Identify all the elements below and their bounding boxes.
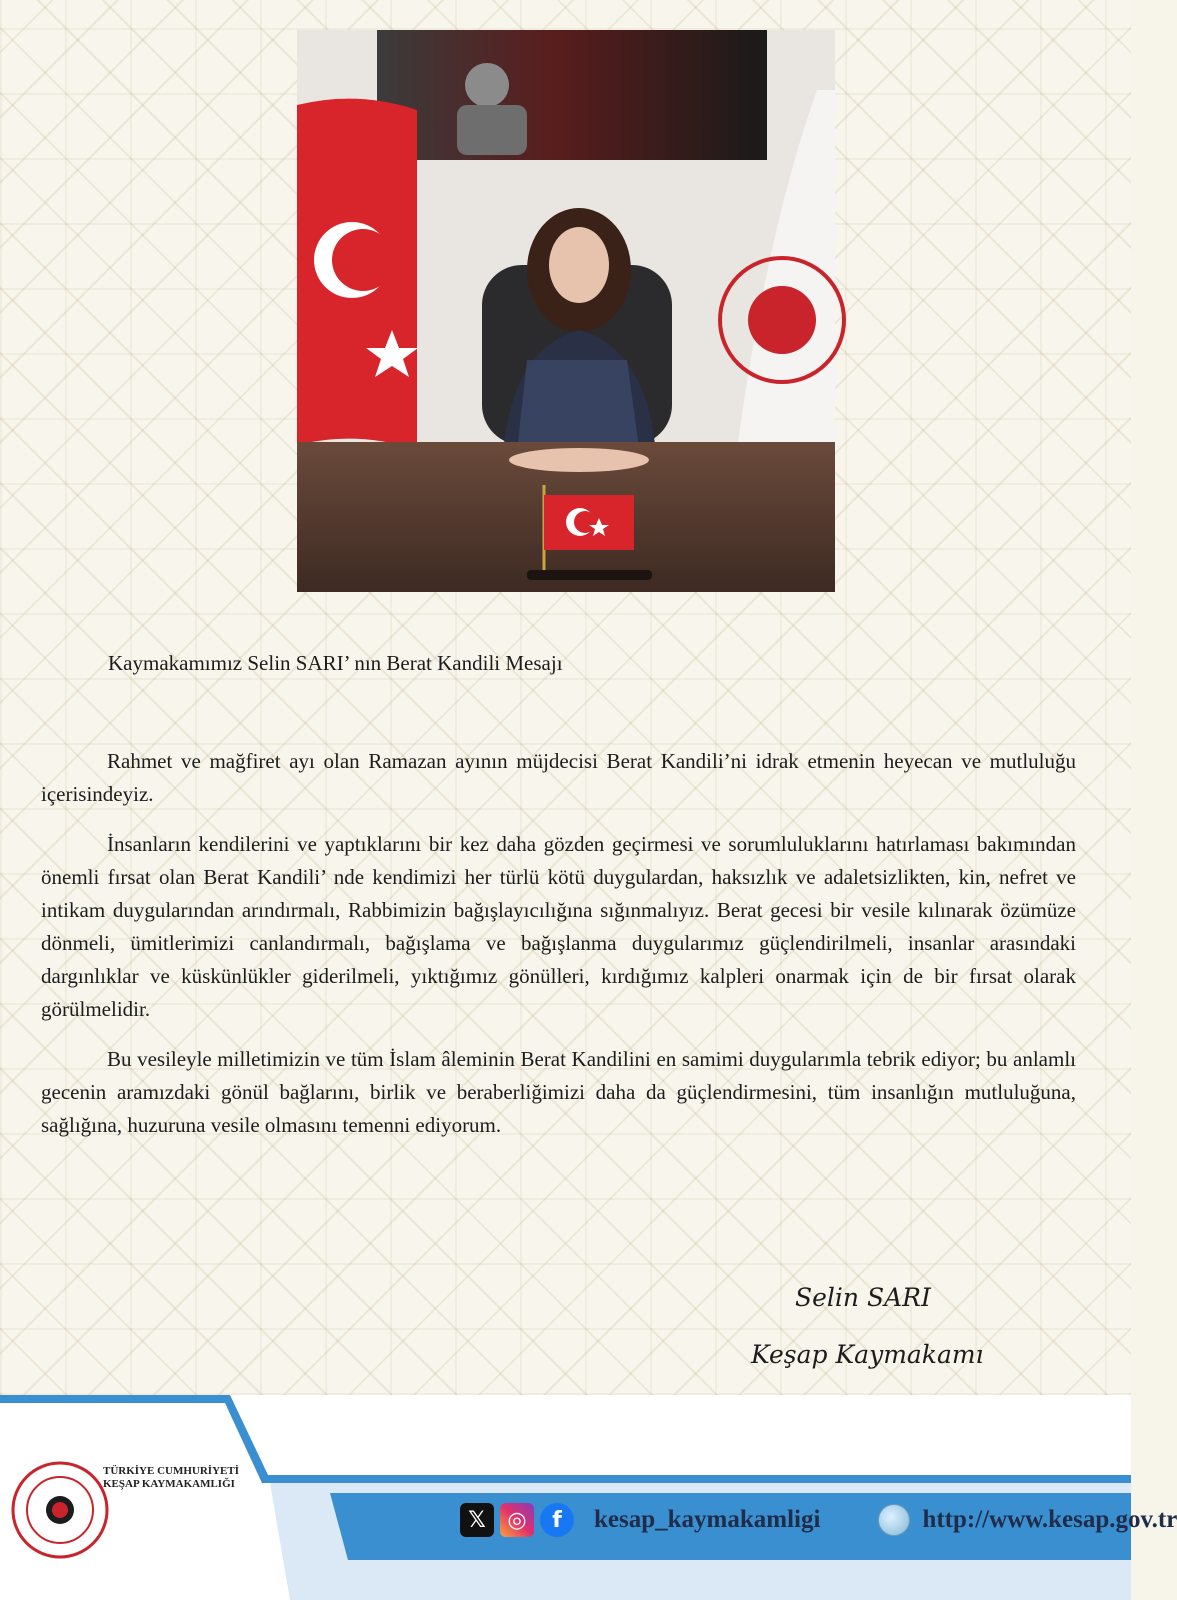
paragraph-1: Rahmet ve mağfiret ayı olan Ramazan ayının müjdecisi Berat Kandili’ni idrak etmenin heyecan ve mutluluğu içerisindeyiz. — [41, 749, 1076, 806]
message-heading: Kaymakamımız Selin SARI’ nın Berat Kandili Mesajı — [108, 651, 563, 675]
signature-title: Keşap Kaymakamı — [751, 1340, 984, 1369]
signature-name: Selin SARI — [795, 1283, 931, 1312]
instagram-icon[interactable]: ◎ — [500, 1503, 534, 1537]
social-bar — [460, 1503, 1177, 1537]
footer — [0, 1395, 1177, 1600]
official-portrait-photo — [297, 30, 835, 592]
paragraph-2: İnsanların kendilerini ve yaptıklarını bir kez daha gözden geçirmesi ve sorumluluklarını hatırlaması bakımından önemli fırsat olan Berat Kandili’ nde kendimizi her türlü kötü duygulardan, haksızlık ve adaletsizlikten, kin, nefret ve intikam duygularından arındırmalı, Rabbimizin bağışlayıcılığına sığınmalıyız. Berat gecesi bir vesile kılınarak özümüze dönmeli, ümitlerimizi canlandırmalı, bağışlama ve bağışlanma duygularımız güçlendirilmeli, insanlar arasındaki dargınlıklar ve küskünlükler giderilmeli, yıktığımız gönülleri, kırdığımız kalpleri onarmak için de bir fırsat olarak görülmelidir. — [41, 832, 1076, 1021]
footer-decoration — [0, 1395, 1131, 1600]
institution-name — [103, 1465, 239, 1491]
facebook-icon[interactable]: f — [540, 1503, 574, 1537]
paragraph-3: Bu vesileyle milletimizin ve tüm İslam âleminin Berat Kandilini en samimi duygularımla tebrik ediyor; bu anlamlı gecenin aramızdaki gönül bağlarını, birlik ve beraberliğimizi daha da güçlendirmesini, tüm insanlığın mutluluğuna, sağlığına, huzuruna vesile olmasını temenni ediyorum. — [41, 1047, 1076, 1137]
institution-line-2: KEŞAP KAYMAKAMLIĞI — [103, 1478, 235, 1490]
message-body — [41, 745, 1076, 1159]
globe-icon — [878, 1504, 910, 1536]
x-icon[interactable]: 𝕏 — [460, 1503, 494, 1537]
institution-line-1: TÜRKİYE CUMHURİYETİ — [103, 1465, 239, 1477]
website-link[interactable]: http://www.kesap.gov.tr — [922, 1506, 1177, 1533]
social-handle[interactable]: kesap_kaymakamligi — [594, 1506, 821, 1533]
kaymakamlik-emblem-icon — [10, 1460, 110, 1565]
